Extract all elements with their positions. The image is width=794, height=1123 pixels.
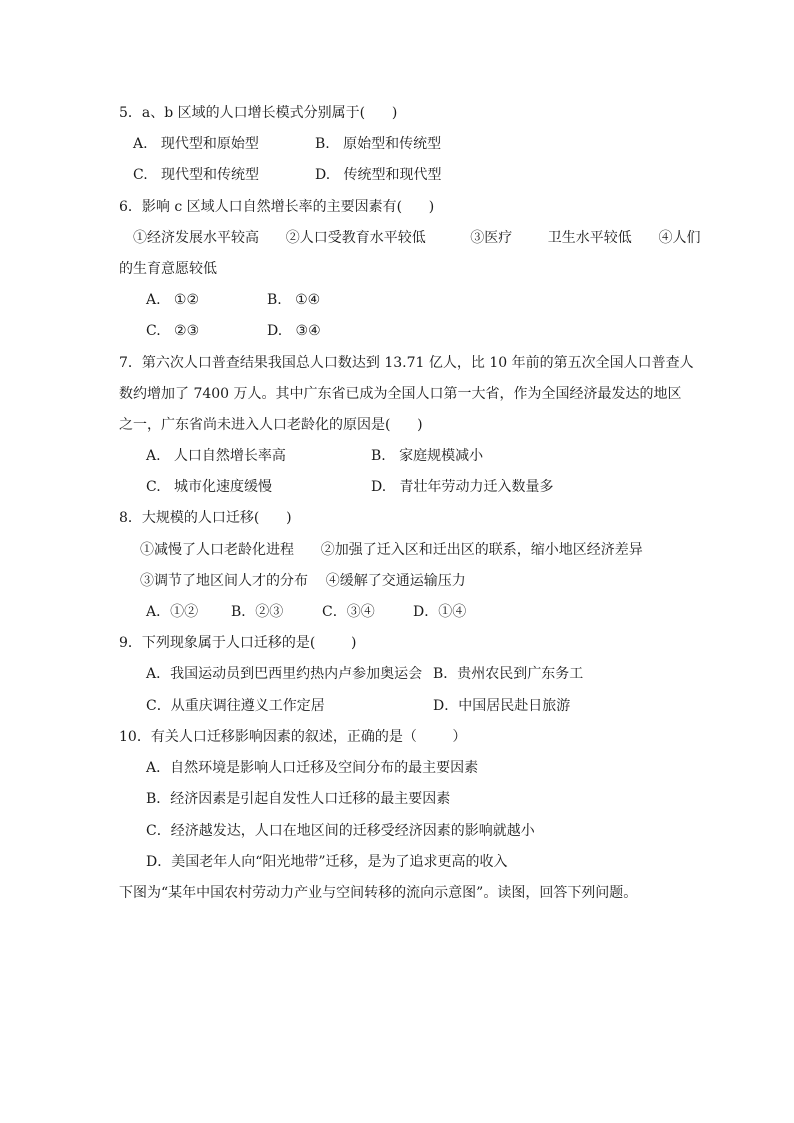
q5-option-a: A. 现代型和原始型	[133, 136, 259, 152]
q8-option-d: D．①④	[413, 604, 467, 620]
q8-option-a: A．①②	[146, 604, 199, 620]
q5-option-d: D. 传统型和现代型	[315, 167, 442, 183]
q6-stem: 6．影响 c 区域人口自然增长率的主要因素有( )	[119, 199, 435, 215]
q5-option-b: B. 原始型和传统型	[315, 136, 442, 152]
q9-option-a: A．我国运动员到巴西里约热内卢参加奥运会	[146, 666, 423, 682]
q7-line1: 7．第六次人口普查结果我国总人口数达到 13.71 亿人，比 10 年前的第五次全国人口普查人	[119, 355, 694, 371]
q10-option-d: D．美国老年人向“阳光地带”迁移，是为了追求更高的收入	[146, 854, 508, 870]
q7-line2: 数约增加了 7400 万人。其中广东省已成为全国人口第一大省，作为全国经济最发达的地区	[119, 386, 682, 402]
q10-option-a: A．自然环境是影响人口迁移及空间分布的最主要因素	[146, 760, 479, 776]
q6-option-c: C. ②③	[146, 323, 200, 339]
q9-option-b: B．贵州农民到广东务工	[433, 666, 584, 682]
q7-option-a: A. 人口自然增长率高	[146, 448, 286, 464]
q6-option-d: D. ③④	[267, 323, 321, 339]
q8-items-line1: ①减慢了人口老龄化进程 ②加强了迁入区和迁出区的联系，缩小地区经济差异	[140, 542, 643, 558]
q9-option-d: D．中国居民赴日旅游	[433, 698, 571, 714]
q7-option-c: C. 城市化速度缓慢	[146, 479, 273, 495]
q5-stem: 5．a、b 区域的人口增长模式分别属于( )	[119, 105, 398, 121]
q8-stem: 8．大规模的人口迁移( )	[119, 510, 292, 526]
q6-factors-line1: ①经济发展水平较高 ②人口受教育水平较低 ③医疗 卫生水平较低 ④人们	[133, 230, 701, 246]
q7-option-b: B. 家庭规模减小	[371, 448, 484, 464]
q7-line3: 之一，广东省尚未进入人口老龄化的原因是( )	[119, 417, 423, 433]
q10-stem: 10．有关人口迁移影响因素的叙述，正确的是（ ）	[119, 729, 467, 745]
q9-stem: 9．下列现象属于人口迁移的是( )	[119, 635, 357, 651]
q8-option-c: C．③④	[322, 604, 375, 620]
q10-option-c: C．经济越发达，人口在地区间的迁移受经济因素的影响就越小	[146, 823, 535, 839]
q8-items-line2: ③调节了地区间人才的分布 ④缓解了交通运输压力	[140, 573, 466, 589]
q7-option-d: D. 青壮年劳动力迁入数量多	[371, 479, 554, 495]
q8-option-b: B．②③	[231, 604, 284, 620]
q6-factors-line2: 的生育意愿较低	[119, 261, 217, 277]
q6-option-b: B. ①④	[267, 292, 321, 308]
q10-option-b: B．经济因素是引起自发性人口迁移的最主要因素	[146, 791, 451, 807]
figure-intro-text: 下图为“某年中国农村劳动力产业与空间转移的流向示意图”。读图，回答下列问题。	[119, 885, 638, 901]
q9-option-c: C．从重庆调往遵义工作定居	[146, 698, 325, 714]
q5-option-c: C. 现代型和传统型	[133, 167, 260, 183]
q6-option-a: A. ①②	[146, 292, 200, 308]
